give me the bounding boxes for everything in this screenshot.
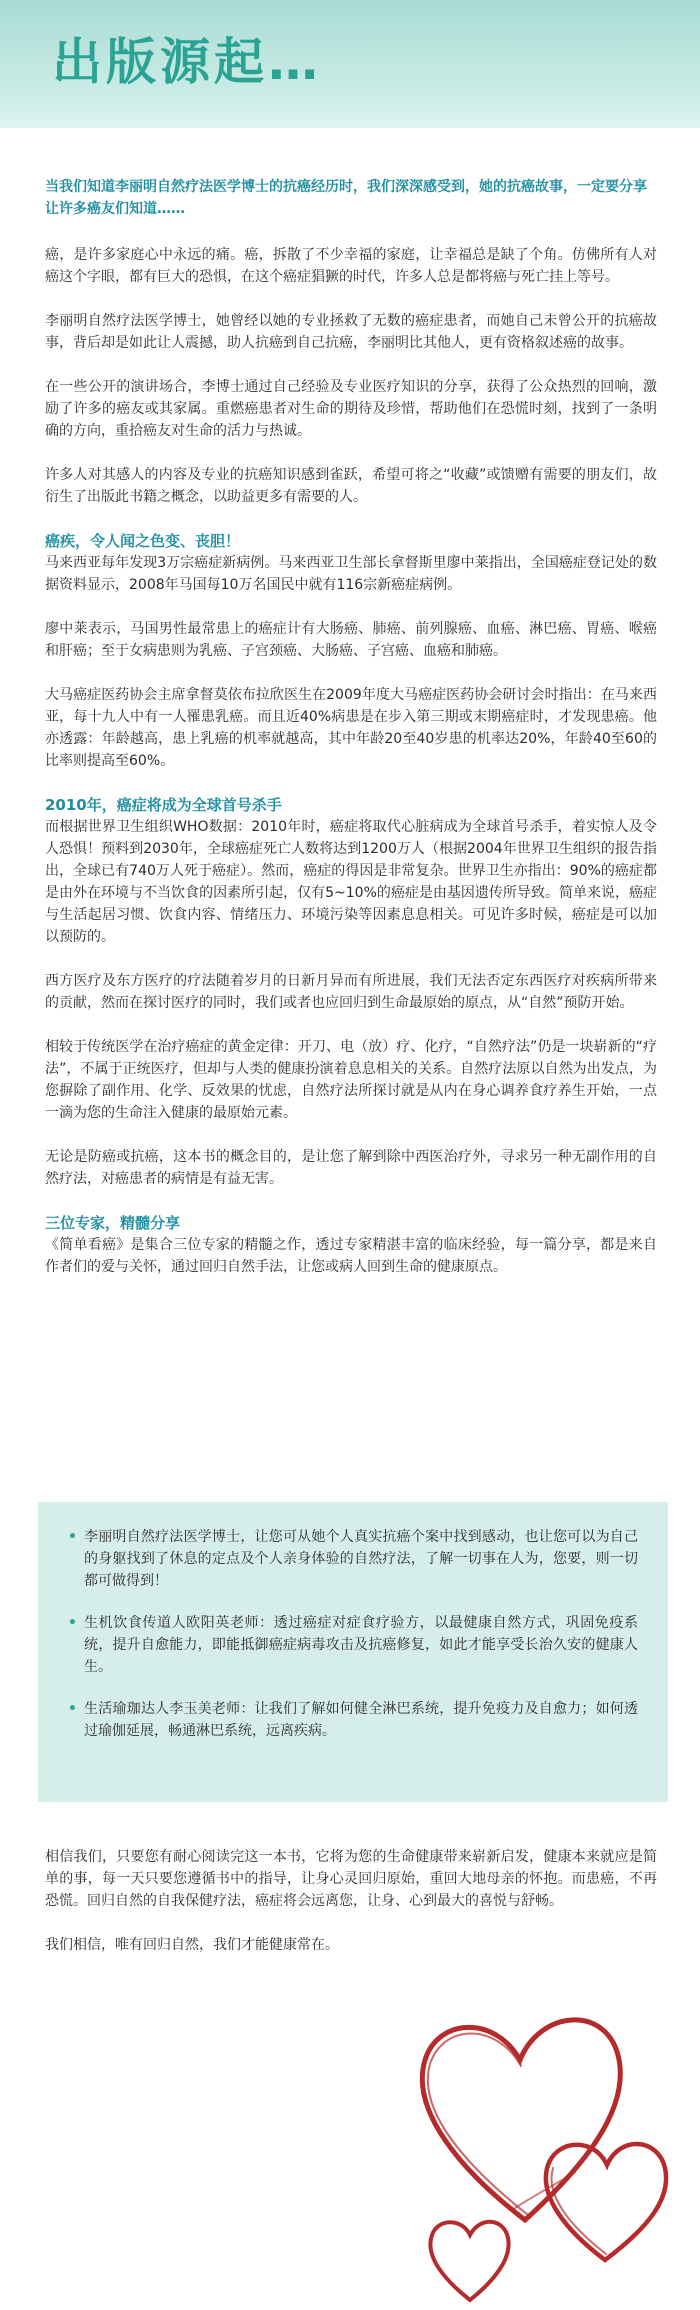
section-heading: 三位专家，精髓分享 xyxy=(45,1214,181,1232)
title-banner xyxy=(0,0,700,128)
main-content xyxy=(45,176,657,1300)
list-item-text: 生活瑜珈达人李玉美老师：让我们了解如何健全淋巴系统，提升免疫力及自愈力；如何透过瑜伽延展，畅通淋巴系统，远离疾病。 xyxy=(84,1701,638,1739)
paragraph: 相较于传统医学在治疗癌症的黄金定律：开刀、电（放）疗、化疗，“自然疗法”仍是一块崭新的“疗法”，不属于正统医疗，但却与人类的健康扮演着息息相关的关系。自然疗法原以自然为出发点，为您摒除了副作用、化学、反效果的忧虑，自然疗法所探讨就是从内在身心调养食疗养生开始，一点一滴为您的生命注入健康的最原始元素。 xyxy=(45,1039,657,1121)
paragraph: 西方医疗及东方医疗的疗法随着岁月的日新月异而有所进展，我们无法否定东西医疗对疾病所带来的贡献，然而在探讨医疗的同时，我们或者也应回归到生命最原始的原点，从“自然”预防开始。 xyxy=(45,973,657,1011)
paragraph: 廖中莱表示，马国男性最常患上的癌症计有大肠癌、肺癌、前列腺癌、血癌、淋巴癌、胃癌、喉癌和肝癌；至于女病患则为乳癌、子宫颈癌、大肠癌、子宫癌、血癌和肺癌。 xyxy=(45,621,657,659)
bullet-icon: • xyxy=(68,1529,77,1545)
paragraph: 马来西亚每年发现3万宗癌症新病例。马来西亚卫生部长拿督斯里廖中莱指出，全国癌症登记处的数据资料显示，2008年马国每10万名国民中就有116宗新癌症病例。 xyxy=(45,555,657,593)
paragraph: 许多人对其感人的内容及专业的抗癌知识感到雀跃，希望可将之“收藏”或馈赠有需要的朋友们，故衍生了出版此书籍之概念，以助益更多有需要的人。 xyxy=(45,467,657,505)
paragraph: 李丽明自然疗法医学博士，她曾经以她的专业拯救了无数的癌症患者，而她自己未曾公开的抗癌故事，背后却是如此让人震撼，助人抗癌到自己抗癌，李丽明比其他人，更有资格叙述癌的故事。 xyxy=(45,313,657,351)
intro-text: 当我们知道李丽明自然疗法医学博士的抗癌经历时，我们深深感受到，她的抗癌故事，一定要分享让许多癌友们知道…… xyxy=(45,179,647,217)
bullet-icon: • xyxy=(68,1701,77,1717)
hearts-illustration xyxy=(400,1960,700,2310)
bullet-icon: • xyxy=(68,1615,77,1631)
list-item-text: 生机饮食传道人欧阳英老师：透过癌症对症食疗验方，以最健康自然方式，巩固免疫系统，提升自愈能力，即能抵御癌症病毒攻击及抗癌修复，如此才能享受长治久安的健康人生。 xyxy=(84,1615,638,1675)
experts-list xyxy=(68,1526,638,1742)
heart-small-icon xyxy=(430,2222,508,2300)
heart-medium-icon xyxy=(546,2144,666,2260)
paragraph: 我们相信，唯有回归自然，我们才能健康常在。 xyxy=(45,1937,339,1953)
experts-box xyxy=(38,1502,668,1802)
paragraph: 相信我们，只要您有耐心阅读完这一本书，它将为您的生命健康带来崭新启发，健康本来就应是简单的事，每一天只要您遵循书中的指导，让身心灵回归原始，重回大地母亲的怀抱。而患癌，不再恐慌。回归自然的自我保健疗法，癌症将会远离您，让身、心到最大的喜悦与舒畅。 xyxy=(45,1849,657,1909)
paragraph: 《简单看癌》是集合三位专家的精髓之作，透过专家精湛丰富的临床经验，每一篇分享，都是来自作者们的爱与关怀，通过回归自然手法，让您或病人回到生命的健康原点。 xyxy=(45,1237,657,1275)
paragraph: 癌，是许多家庭心中永远的痛。癌，拆散了不少幸福的家庭，让幸福总是缺了个角。仿佛所有人对癌这个字眼，都有巨大的恐惧，在这个癌症猖獗的时代，许多人总是都将癌与死亡挂上等号。 xyxy=(45,247,657,285)
page-title: 出版源起… xyxy=(52,33,322,91)
list-item xyxy=(68,1698,638,1742)
paragraph: 大马癌症医药协会主席拿督莫依布拉欣医生在2009年度大马癌症医药协会研讨会时指出：在马来西亚，每十九人中有一人罹患乳癌。而且近40%病患是在步入第三期或末期癌症时，才发现患癌。他亦透露：年龄越高，患上乳癌的机率就越高，其中年龄20至40岁患的机率达20%，年龄40至60的比率则提高至60%。 xyxy=(45,687,657,769)
list-item xyxy=(68,1612,638,1678)
paragraph: 在一些公开的演讲场合，李博士通过自己经验及专业医疗知识的分享，获得了公众热烈的回响，激励了许多的癌友或其家属。重燃癌患者对生命的期待及珍惜，帮助他们在恐慌时刻，找到了一条明确的方向，重拾癌友对生命的活力与热诚。 xyxy=(45,379,657,439)
paragraph: 无论是防癌或抗癌，这本书的概念目的，是让您了解到除中西医治疗外，寻求另一种无副作用的自然疗法，对癌患者的病情是有益无害。 xyxy=(45,1149,657,1187)
paragraph: 而根据世界卫生组织WHO数据：2010年时，癌症将取代心脏病成为全球首号杀手，着实惊人及令人恐惧！预料到2030年，全球癌症死亡人数将达到1200万人（根据2004年世界卫生组织的报告指出，全球已有740万人死于癌症）。然而，癌症的得因是非常复杂。世界卫生亦指出：90%的癌症都是由外在环境与不当饮食的因素所引起，仅有5~10%的癌症是由基因遗传所导致。简单来说，癌症与生活起居习惯、饮食内容、情绪压力、环境污染等因素息息相关。可见许多时候，癌症是可以加以预防的。 xyxy=(45,819,657,945)
closing-section xyxy=(45,1846,657,1978)
section-heading: 2010年，癌症将成为全球首号杀手 xyxy=(45,796,282,814)
heart-large-icon xyxy=(422,2020,620,2220)
list-item-text: 李丽明自然疗法医学博士，让您可从她个人真实抗癌个案中找到感动，也让您可以为自己的身躯找到了休息的定点及个人亲身体验的自然疗法，了解一切事在人为，您要，则一切都可做得到！ xyxy=(84,1529,638,1589)
section-heading: 癌疾，令人闻之色变、丧胆！ xyxy=(45,532,241,550)
list-item xyxy=(68,1526,638,1592)
